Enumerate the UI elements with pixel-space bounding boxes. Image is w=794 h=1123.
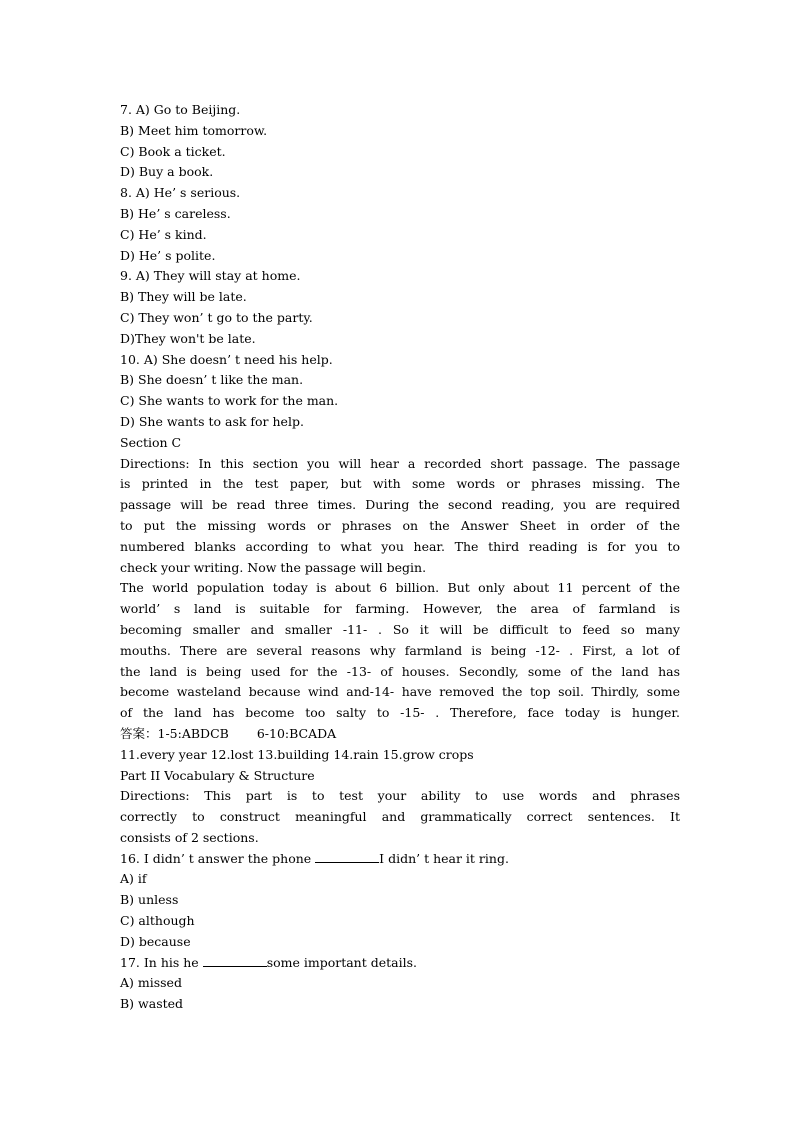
q16-stem-after: I didn’ t hear it ring. xyxy=(379,850,509,866)
answer-key-rest: 6-10:BCADA xyxy=(256,725,337,741)
passage-line: become wasteland because wind and-14- have removed the top soil. Thirdly, some xyxy=(120,684,680,700)
q17-stem xyxy=(120,953,680,974)
q8-option-a: 8. A) He’ s serious. xyxy=(120,185,241,201)
q16-option-c: C) although xyxy=(120,913,195,929)
q16-blank xyxy=(315,852,379,863)
q7-option-b: B) Meet him tomorrow. xyxy=(120,122,268,138)
q9-option-d: D)They won't be late. xyxy=(120,330,256,346)
q8-option-c: C) He’ s kind. xyxy=(120,226,207,242)
document-body xyxy=(120,100,680,1015)
section-c-heading: Section C xyxy=(120,434,182,450)
q16-option-a: A) if xyxy=(120,871,147,887)
section-c-directions-line: check your writing. Now the passage will begin. xyxy=(120,559,427,575)
q8-option-b: B) He’ s careless. xyxy=(120,205,231,221)
q10-option-d: D) She wants to ask for help. xyxy=(120,413,304,429)
passage-line: of the land has become too salty to -15- . Therefore, face today is hunger. xyxy=(120,705,680,721)
q17-stem-after: some important details. xyxy=(266,954,417,970)
answer-key-line xyxy=(120,724,680,745)
q16-stem-before: 16. I didn’ t answer the phone xyxy=(120,850,316,866)
q7-option-d: D) Buy a book. xyxy=(120,164,214,180)
part-2-directions-line: consists of 2 sections. xyxy=(120,829,259,845)
q9-option-c: C) They won’ t go to the party. xyxy=(120,309,313,325)
section-c-directions-line: Directions: In this section you will hear a recorded short passage. The passage xyxy=(120,455,680,471)
q9-option-b: B) They will be late. xyxy=(120,289,247,305)
q10-option-a: 10. A) She doesn’ t need his help. xyxy=(120,351,333,367)
q10-option-c: C) She wants to work for the man. xyxy=(120,393,339,409)
passage-line: mouths. There are several reasons why farmland is being -12- . First, a lot of xyxy=(120,642,680,658)
part-2-directions-line: Directions: This part is to test your ability to use words and phrases xyxy=(120,788,680,804)
section-c-directions-line: numbered blanks according to what you hear. The third reading is for you to xyxy=(120,538,680,554)
q17-blank xyxy=(203,956,267,967)
answers-line: 11.every year 12.lost 13.building 14.rain 15.grow crops xyxy=(120,746,474,762)
q16-option-b: B) unless xyxy=(120,892,179,908)
part-2-heading: Part II Vocabulary & Structure xyxy=(120,767,315,783)
q17-stem-before: 17. In his he xyxy=(120,954,203,970)
q10-option-b: B) She doesn’ t like the man. xyxy=(120,372,304,388)
section-c-directions-line: passage will be read three times. During the second reading, you are required xyxy=(120,497,680,513)
q7-option-c: C) Book a ticket. xyxy=(120,143,226,159)
passage-line: world’ s land is suitable for farming. However, the area of farmland is xyxy=(120,601,680,617)
q17-option-a: A) missed xyxy=(120,975,182,991)
section-c-directions-line: is printed in the test paper, but with some words or phrases missing. The xyxy=(120,476,680,492)
q7-option-a: 7. A) Go to Beijing. xyxy=(120,102,241,117)
passage-line: becoming smaller and smaller -11- . So it will be difficult to feed so many xyxy=(120,621,680,637)
answer-key-label: 答案：1-5:ABDCB xyxy=(120,725,229,741)
passage-line: the land is being used for the -13- of houses. Secondly, some of the land has xyxy=(120,663,680,679)
q9-option-a: 9. A) They will stay at home. xyxy=(120,268,301,284)
q16-option-d: D) because xyxy=(120,933,191,949)
q8-option-d: D) He’ s polite. xyxy=(120,247,216,263)
part-2-directions-line: correctly to construct meaningful and grammatically correct sentences. It xyxy=(120,809,680,825)
section-c-directions-line: to put the missing words or phrases on the Answer Sheet in order of the xyxy=(120,517,680,533)
passage-line: The world population today is about 6 billion. But only about 11 percent of the xyxy=(120,580,680,596)
q17-option-b: B) wasted xyxy=(120,996,184,1012)
q16-stem xyxy=(120,849,680,870)
